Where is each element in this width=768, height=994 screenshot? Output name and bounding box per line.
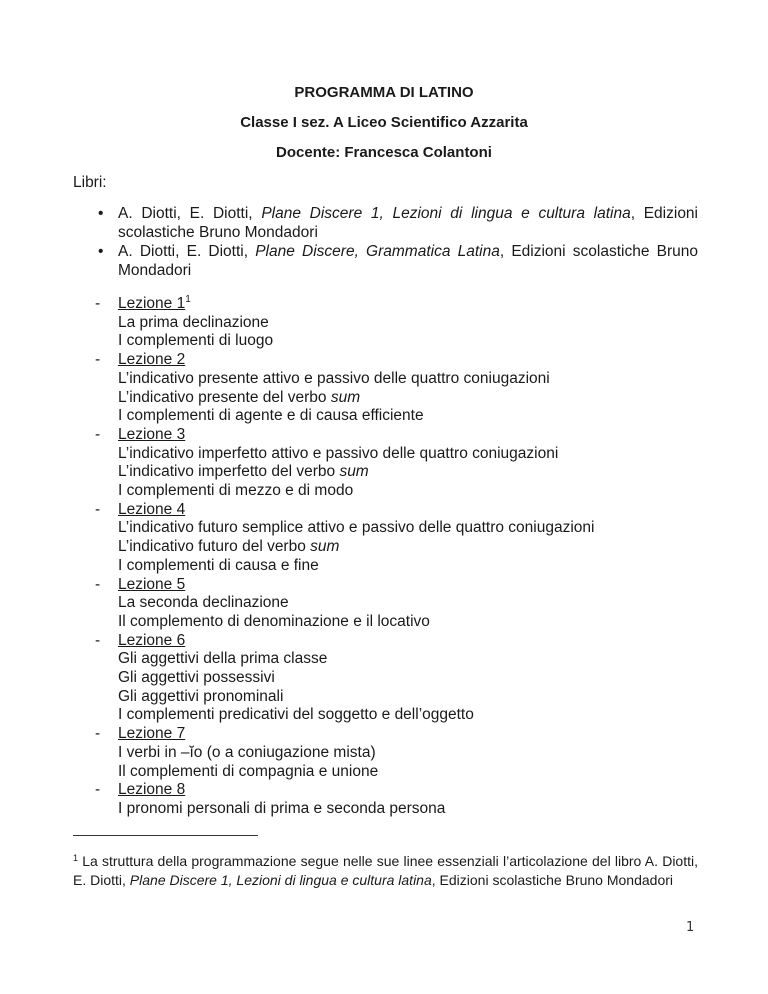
lesson-topic	[118, 332, 698, 351]
lesson-title-text: Lezione 2	[118, 351, 186, 369]
lesson-item	[73, 781, 698, 818]
teacher-line: Docente: Francesca Colantoni	[276, 144, 492, 161]
lesson-item	[73, 351, 698, 426]
dash-marker: -	[95, 295, 101, 312]
book-item	[73, 242, 698, 280]
dash-marker: -	[95, 425, 101, 443]
lesson-topic-text: L’indicativo futuro del verbo	[118, 538, 311, 556]
footnote-book-title: Plane Discere 1, Lezioni di lingua e cultura latina	[129, 872, 432, 888]
lesson-topic	[118, 744, 698, 763]
lesson-topic-italic: sum	[339, 463, 369, 481]
lesson-topic-text: L’indicativo imperfetto attivo e passivo delle quattro coniugazioni	[118, 444, 559, 462]
lesson-topic-text: Il complemento di denominazione e il locativo	[118, 612, 430, 630]
lesson-item	[73, 295, 698, 351]
lesson-topic-text: I pronomi personali di prima e seconda persona	[118, 799, 446, 817]
lesson-item	[73, 576, 698, 632]
book-authors: A. Diotti, E. Diotti,	[118, 205, 262, 222]
lesson-title-text: Lezione 6	[118, 631, 186, 649]
document-title: PROGRAMMA DI LATINO	[294, 84, 474, 101]
lesson-title: Lezione $1^1$	[118, 294, 191, 312]
lesson-item	[73, 632, 698, 726]
dash-marker: -	[95, 725, 101, 743]
dash-marker: -	[95, 351, 101, 369]
lesson-title	[118, 725, 185, 742]
lesson-topic-text: L’indicativo futuro semplice attivo e passivo delle quattro coniugazioni	[118, 519, 595, 537]
book-publisher: , Edizioni scolastiche Bruno Mondadori	[118, 243, 698, 279]
lesson-title-text: Lezione 4	[118, 500, 186, 518]
lesson-topic-text: I complementi di luogo	[118, 332, 274, 350]
lesson-topic	[118, 482, 698, 501]
lesson-item	[73, 426, 698, 501]
book-item	[73, 204, 698, 242]
lesson-topic-text: L’indicativo imperfetto del verbo	[118, 463, 340, 481]
lesson-topic-italic: sum	[330, 388, 361, 406]
lesson-topic-text: La prima declinazione	[118, 313, 269, 331]
lesson-topic-italic: sum	[310, 538, 340, 556]
lesson-topic	[118, 370, 698, 389]
lesson-title-text: Lezione 5	[118, 575, 186, 593]
lesson-topic	[118, 538, 698, 557]
bullet-icon: •	[98, 243, 104, 260]
lesson-title-text: Lezione 7	[118, 725, 186, 743]
lesson-topic	[118, 314, 698, 333]
lesson-title	[118, 351, 185, 368]
lesson-topic-text: I complementi di mezzo e di modo	[118, 482, 354, 500]
lesson-topic-text: Gli aggettivi pronominali	[118, 687, 284, 705]
lesson-title-text: Lezione 3	[118, 425, 186, 443]
book-authors: A. Diotti, E. Diotti,	[118, 243, 256, 260]
lesson-topic-text: L’indicativo presente del verbo	[118, 388, 331, 406]
lesson-topic-text: L’indicativo presente attivo e passivo delle quattro coniugazioni	[118, 369, 550, 387]
book-title: Plane Discere 1, Lezioni di lingua e cultura latina	[261, 205, 631, 222]
footnote	[73, 852, 698, 890]
page-number: 1	[686, 920, 695, 935]
lesson-topic	[118, 519, 698, 538]
lesson-topic	[118, 594, 698, 613]
lesson-title	[118, 576, 185, 593]
footnote-separator	[73, 835, 258, 836]
lesson-topic-text: I complementi di causa e fine	[118, 556, 319, 574]
lesson-topic	[118, 613, 698, 632]
lesson-topic	[118, 445, 698, 464]
lesson-topic-text: I complementi di agente e di causa efficiente	[118, 407, 424, 425]
lesson-topic	[118, 389, 698, 408]
lesson-topic	[118, 669, 698, 688]
lesson-topic-text: I complementi predicativi del soggetto e dell’oggetto	[118, 706, 474, 724]
footnote-marker: 1	[73, 853, 79, 863]
lesson-topic	[118, 557, 698, 576]
lesson-title-text: Lezione 8	[118, 781, 186, 799]
lesson-topic	[118, 650, 698, 669]
lesson-topic	[118, 706, 698, 725]
lesson-topic-text: La seconda declinazione	[118, 594, 289, 612]
dash-marker: -	[95, 781, 101, 799]
books-label: Libri:	[73, 174, 107, 191]
footnote-publisher: , Edizioni scolastiche Bruno Mondadori	[431, 872, 674, 888]
lessons-list	[73, 295, 698, 819]
lesson-topic	[118, 763, 698, 782]
lesson-topic-text: Il complementi di compagnia e unione	[118, 762, 379, 780]
lesson-topic	[118, 800, 698, 819]
bullet-icon: •	[98, 205, 104, 222]
lesson-topic	[118, 688, 698, 707]
lesson-item	[73, 501, 698, 576]
lesson-topic-text: Gli aggettivi della prima classe	[118, 650, 328, 668]
book-title: Plane Discere, Grammatica Latina	[255, 243, 500, 260]
lesson-topic	[118, 463, 698, 482]
dash-marker: -	[95, 631, 101, 649]
lesson-topic-text: Gli aggettivi possessivi	[118, 669, 275, 687]
lesson-title	[118, 426, 185, 443]
dash-marker: -	[95, 500, 101, 518]
lesson-title	[118, 501, 185, 518]
books-list	[73, 204, 698, 280]
footnote-text: La struttura della programmazione segue nelle sue linee essenziali l’articolazione del libro A. Diotti, E. Diotti,	[73, 853, 698, 888]
lesson-item	[73, 725, 698, 781]
lesson-topic	[118, 407, 698, 426]
lesson-title	[118, 632, 185, 649]
lesson-title	[118, 781, 185, 798]
class-line: Classe I sez. A Liceo Scientifico Azzarita	[240, 114, 528, 131]
dash-marker: -	[95, 575, 101, 593]
book-publisher: , Edizioni scolastiche Bruno Mondadori	[118, 205, 698, 241]
lesson-title-text: Lezione 1	[118, 295, 186, 312]
lesson-topic-text: I verbi in –ĭo (o a coniugazione mista)	[118, 743, 376, 761]
